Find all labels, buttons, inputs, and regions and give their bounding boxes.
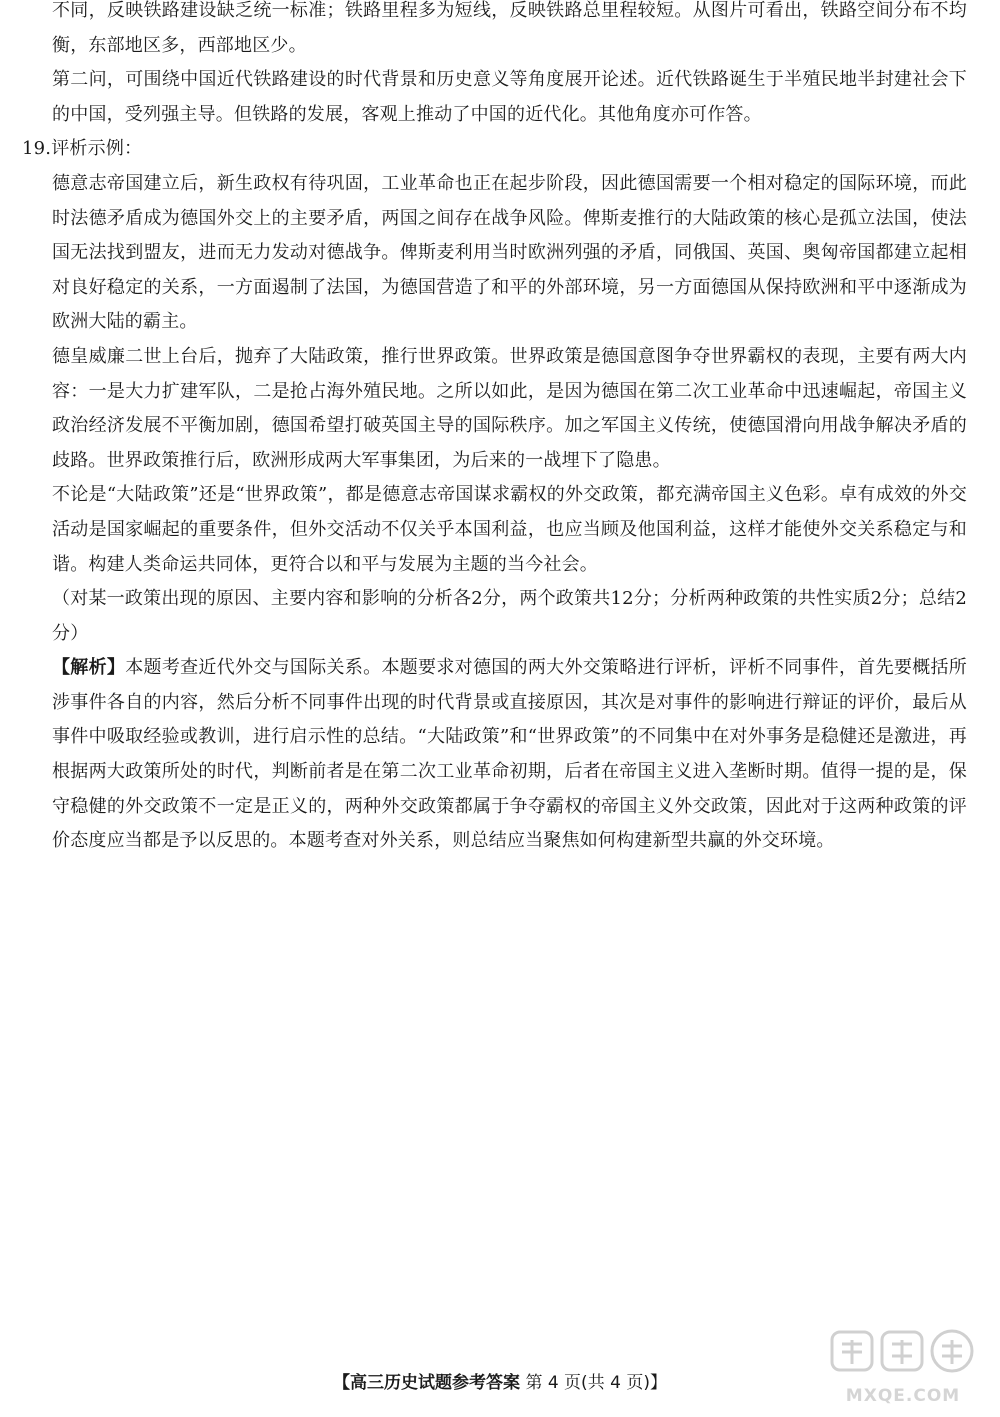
paragraph-railway-1: 不同，反映铁路建设缺乏统一标准；铁路里程多为短线，反映铁路总里程较短。从图片可看出，铁路空间分布不均衡，东部地区多，西部地区少。 [52,0,967,56]
paragraph-summary: 不论是“大陆政策”还是“世界政策”，都是德意志帝国谋求霸权的外交政策，都充满帝国主义色彩。卓有成效的外交活动是国家崛起的重要条件，但外交活动不仅关乎本国利益，也应当顾及他国利益，这样才能使外交关系稳定与和谐。构建人类命运共同体，更符合以和平与发展为主题的当今社会。 [52,484,967,575]
analysis-label: 【解析】 [52,657,126,679]
footer-title: 【高三历史试题参考答案 [333,1373,521,1393]
answer-content [22,0,967,859]
analysis-paragraph [22,651,967,859]
watermark-logo [828,1326,978,1408]
question-heading-text: 评析示例： [51,138,143,160]
paragraph-world-policy: 德皇威廉二世上台后，抛弃了大陆政策，推行世界政策。世界政策是德国意图争夺世界霸权的表现，主要有两大内容：一是大力扩建军队，二是抢占海外殖民地。之所以如此，是因为德国在第二次工业革命中迅速崛起，帝国主义政治经济发展不平衡加剧，德国希望打破英国主导的国际秩序。加之军国主义传统，使德国滑向用战争解决矛盾的歧路。世界政策推行后，欧洲形成两大军事集团，为后来的一战埋下了隐患。 [52,345,967,471]
analysis-text: 本题考查近代外交与国际关系。本题要求对德国的两大外交策略进行评析，评析不同事件，首先要概括所涉事件各自的内容，然后分析不同事件出现的时代背景或直接原因，其次是对事件的影响进行辩证的评价，最后从事件中吸取经验或教训，进行启示性的总结。“大陆政策”和“世界政策”的不同集中在对外事务是稳健还是激进，再根据两大政策所处的时代，判断前者是在第二次工业革命初期，后者在帝国主义进入垄断时期。值得一提的是，保守稳健的外交政策不一定是正义的，两种外交政策都属于争夺霸权的帝国主义外交政策，因此对于这两种政策的评价态度应当都是予以反思的。本题考查对外关系，则总结应当聚焦如何构建新型共赢的外交环境。 [52,657,967,852]
paragraph-railway-2: 第二问，可围绕中国近代铁路建设的时代背景和历史意义等角度展开论述。近代铁路诞生于半殖民地半封建社会下的中国，受列强主导。但铁路的发展，客观上推动了中国的近代化。其他角度亦可作答。 [52,69,967,125]
watermark-url: MXQE.COM [845,1386,961,1406]
paragraph-scoring: （对某一政策出现的原因、主要内容和影响的分析各2分，两个政策共12分；分析两种政策的共性实质2分；总结2分） [52,588,967,644]
question-number: 19. [22,138,52,160]
question-19-heading [22,132,967,167]
footer-page-info: 第 4 页(共 4 页)】 [525,1373,667,1393]
paragraph-continental-policy: 德意志帝国建立后，新生政权有待巩固，工业革命也正在起步阶段，因此德国需要一个相对稳定的国际环境，而此时法德矛盾成为德国外交上的主要矛盾，两国之间存在战争风险。俾斯麦推行的大陆政策的核心是孤立法国，使法国无法找到盟友，进而无力发动对德战争。俾斯麦利用当时欧洲列强的矛盾，同俄国、英国、奥匈帝国都建立起相对良好稳定的关系，一方面遏制了法国，为德国营造了和平的外部环境，另一方面德国从保持欧洲和平中逐渐成为欧洲大陆的霸主。 [52,172,967,333]
